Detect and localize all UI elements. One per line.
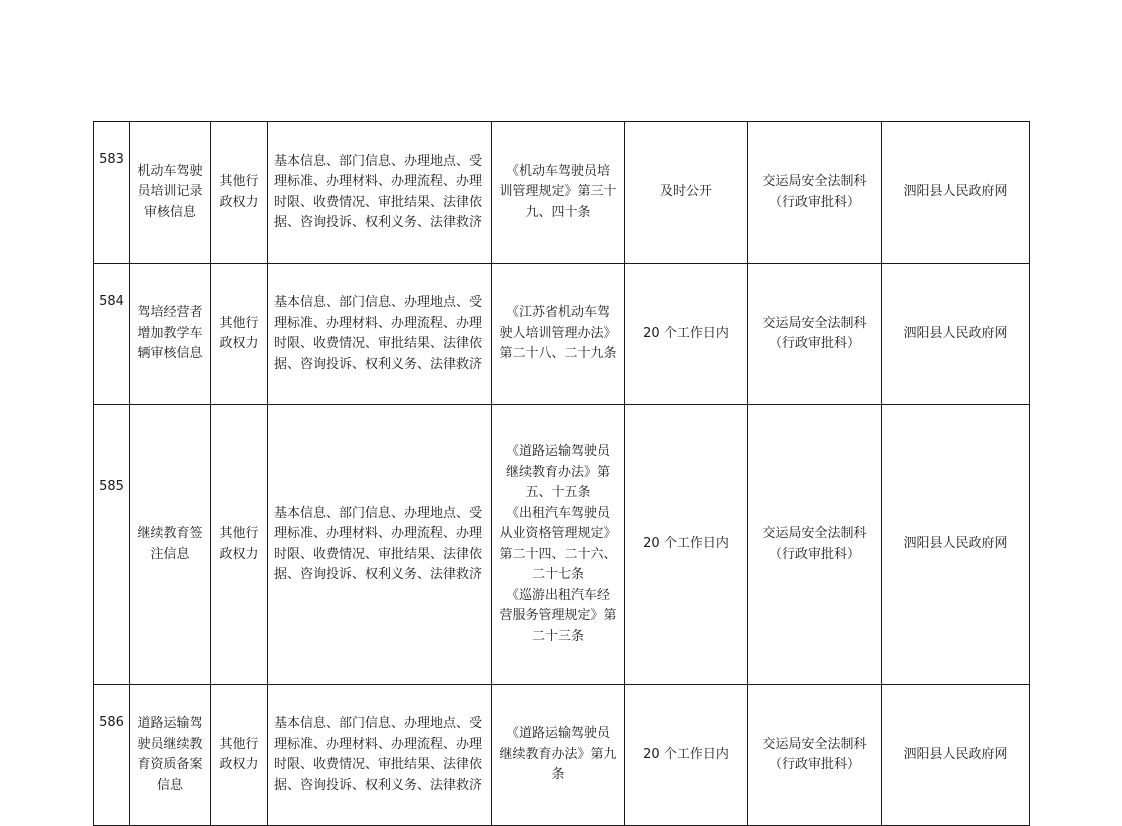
row-number: 586 [94,685,130,826]
disclosure-table [93,121,1030,826]
item-category: 其他行 政权力 [211,685,268,826]
disclosure-channel: 泗阳县人民政府网 [882,122,1030,264]
legal-basis: 《江苏省机动车驾 驶人培训管理办法》 第二十八、二十九条 [492,264,625,405]
disclosure-timeliness: 20 个工作日内 [625,405,748,685]
item-name: 机动车驾驶 员培训记录 审核信息 [130,122,211,264]
item-category: 其他行 政权力 [211,122,268,264]
row-number: 585 [94,405,130,685]
disclosure-channel: 泗阳县人民政府网 [882,685,1030,826]
disclosure-channel: 泗阳县人民政府网 [882,264,1030,405]
item-name: 驾培经营者 增加教学车 辆审核信息 [130,264,211,405]
row-number: 584 [94,264,130,405]
disclosure-timeliness: 及时公开 [625,122,748,264]
responsible-department: 交运局安全法制科 （行政审批科） [748,405,882,685]
item-name: 继续教育签 注信息 [130,405,211,685]
table-row [94,122,1030,264]
legal-basis: 《道路运输驾驶员 继续教育办法》第九 条 [492,685,625,826]
table-row [94,685,1030,826]
legal-basis: 《机动车驾驶员培 训管理规定》第三十 九、四十条 [492,122,625,264]
responsible-department: 交运局安全法制科 （行政审批科） [748,122,882,264]
row-number: 583 [94,122,130,264]
legal-basis: 《道路运输驾驶员 继续教育办法》第 五、十五条 《出租汽车驾驶员 从业资格管理规定》 第二十四、二十六、 二十七条 《巡游出租汽车经 营服务管理规定》第 二十三条 [492,405,625,685]
item-category: 其他行 政权力 [211,264,268,405]
disclosure-content: 基本信息、部门信息、办理地点、受 理标准、办理材料、办理流程、办理 时限、收费情况、审批结果、法律依 据、咨询投诉、权利义务、法律救济 [268,685,492,826]
item-category: 其他行 政权力 [211,405,268,685]
item-name: 道路运输驾 驶员继续教 育资质备案 信息 [130,685,211,826]
disclosure-channel: 泗阳县人民政府网 [882,405,1030,685]
disclosure-content: 基本信息、部门信息、办理地点、受 理标准、办理材料、办理流程、办理 时限、收费情况、审批结果、法律依 据、咨询投诉、权利义务、法律救济 [268,122,492,264]
disclosure-content: 基本信息、部门信息、办理地点、受 理标准、办理材料、办理流程、办理 时限、收费情况、审批结果、法律依 据、咨询投诉、权利义务、法律救济 [268,264,492,405]
disclosure-content: 基本信息、部门信息、办理地点、受 理标准、办理材料、办理流程、办理 时限、收费情况、审批结果、法律依 据、咨询投诉、权利义务、法律救济 [268,405,492,685]
responsible-department: 交运局安全法制科 （行政审批科） [748,264,882,405]
disclosure-timeliness: 20 个工作日内 [625,685,748,826]
table-row [94,264,1030,405]
table-row [94,405,1030,685]
responsible-department: 交运局安全法制科 （行政审批科） [748,685,882,826]
disclosure-timeliness: 20 个工作日内 [625,264,748,405]
disclosure-table-sheet [93,121,1029,826]
